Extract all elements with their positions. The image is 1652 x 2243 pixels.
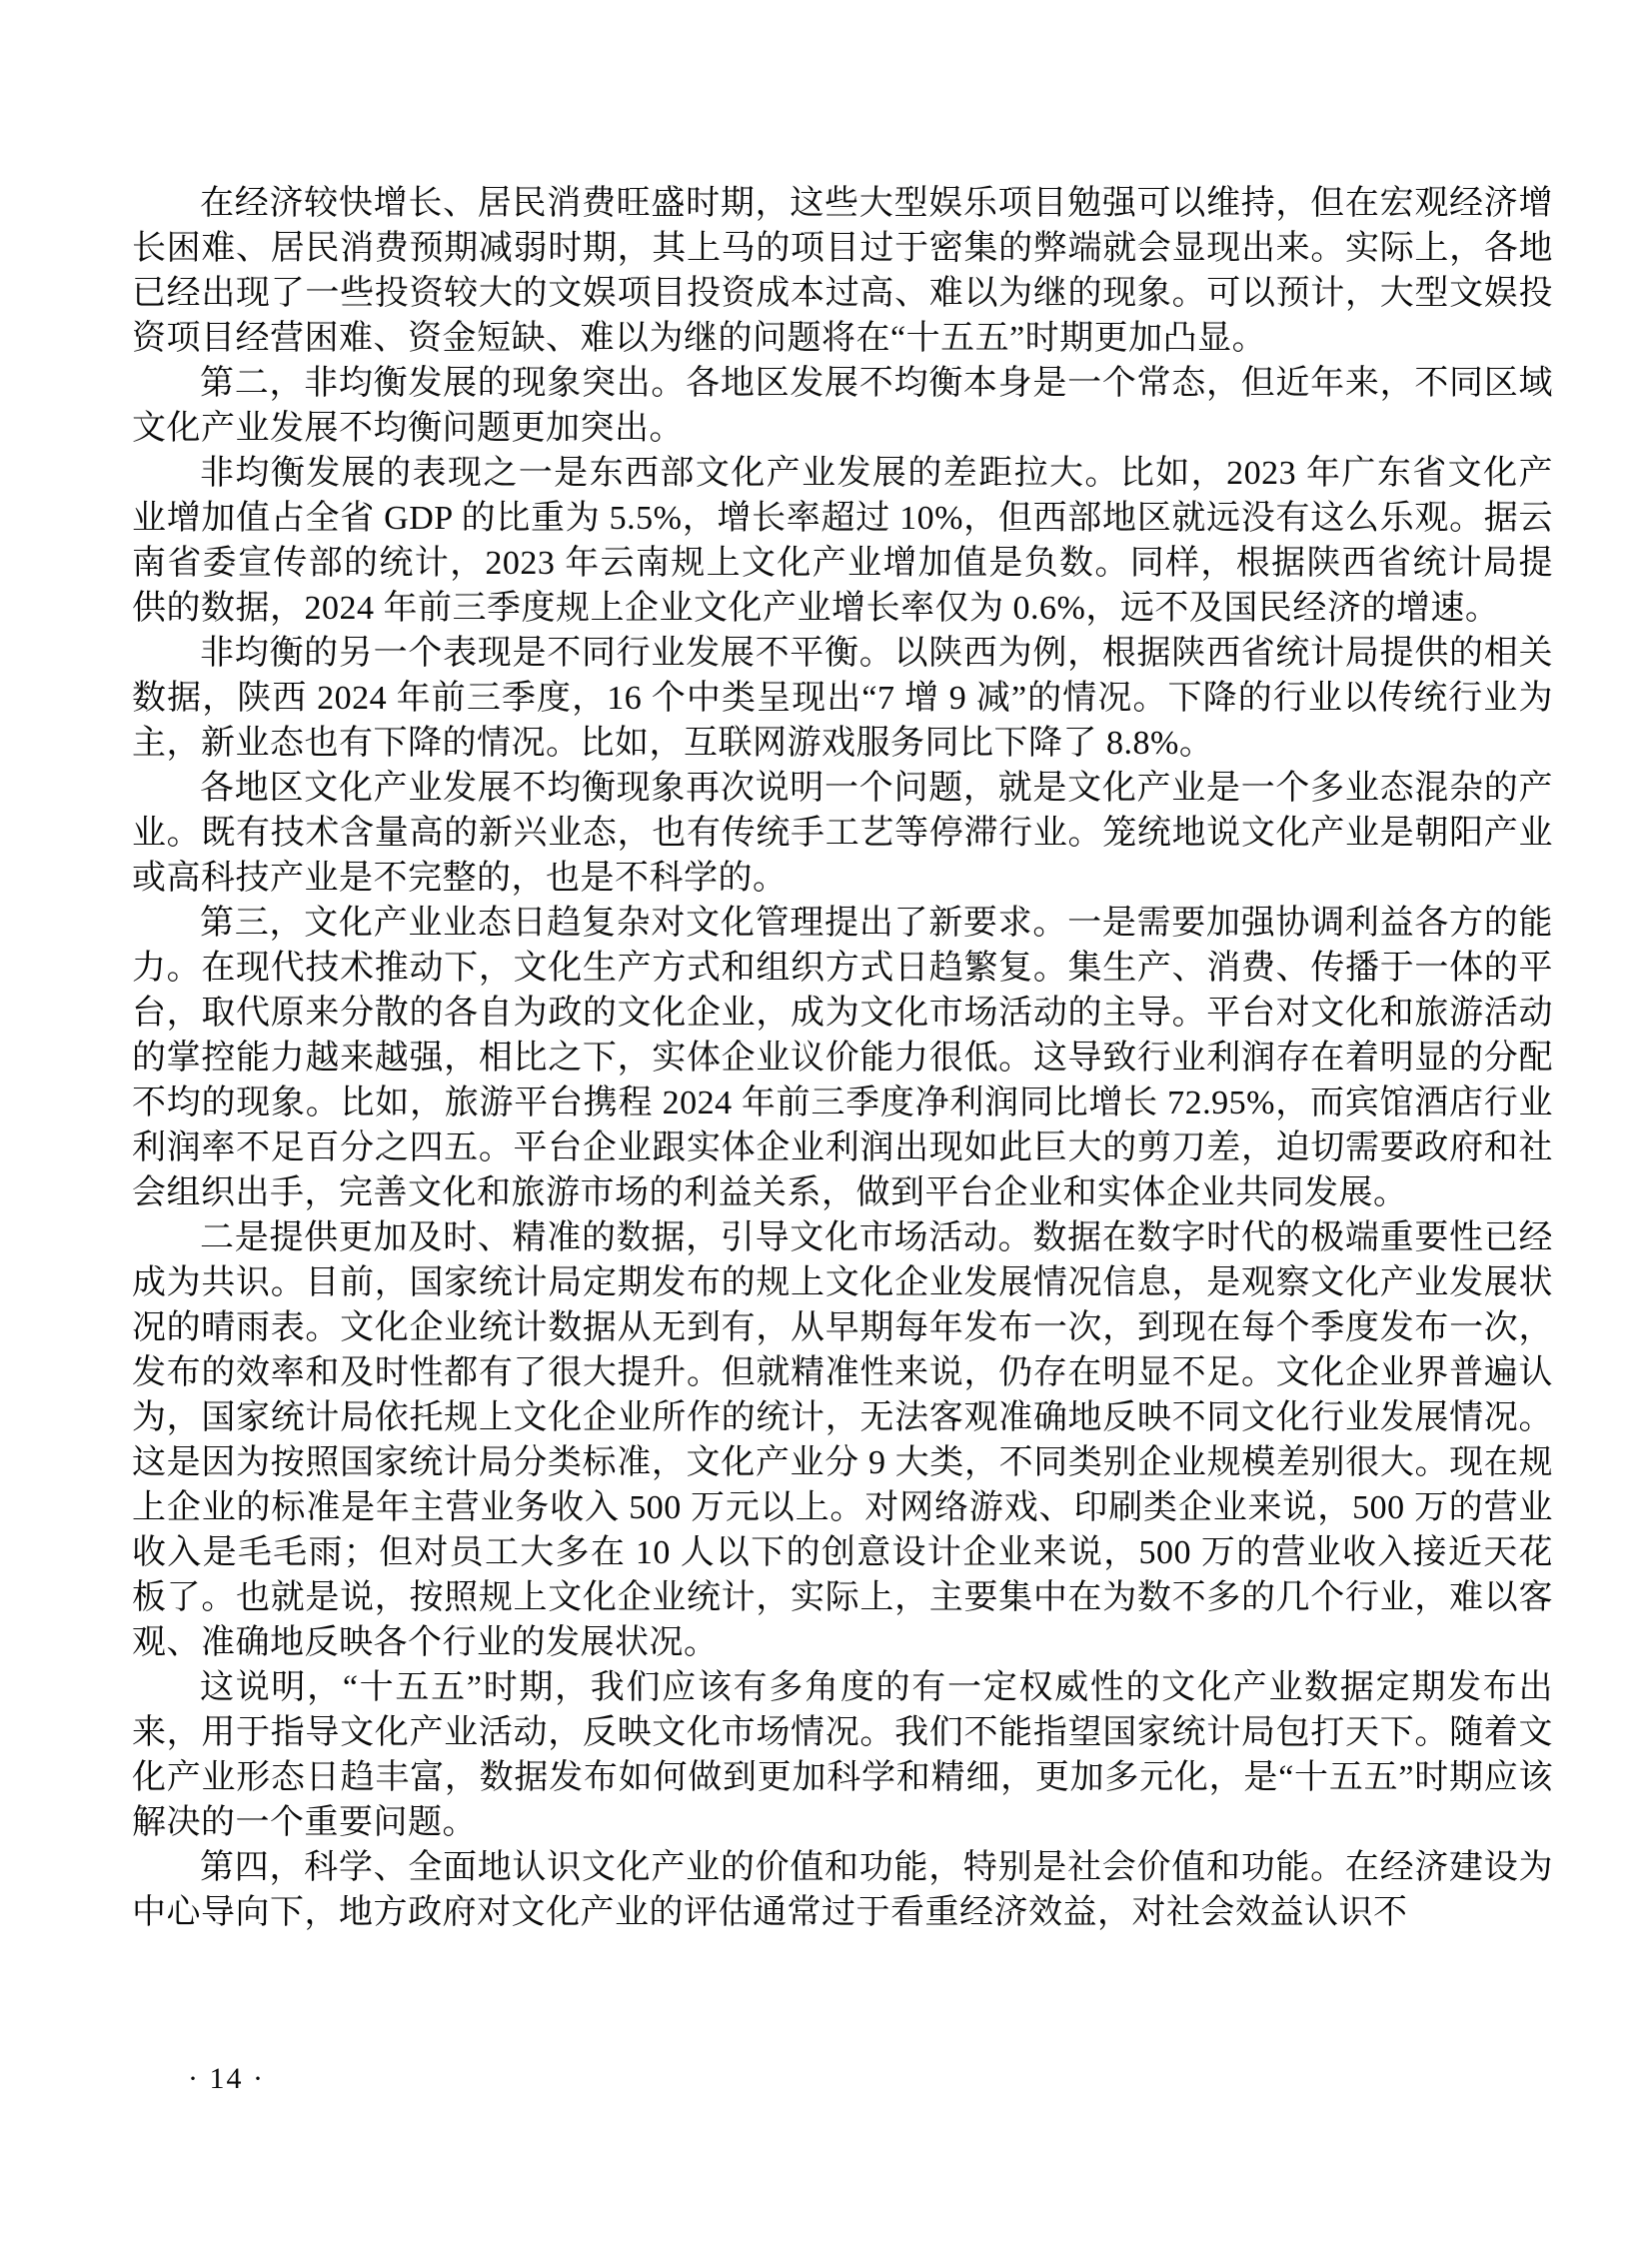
paragraph: 在经济较快增长、居民消费旺盛时期，这些大型娱乐项目勉强可以维持，但在宏观经济增长困难、居民消费预期减弱时期，其上马的项目过于密集的弊端就会显现出来。实际上，各地已经出现了一些投资较大的文娱项目投资成本过高、难以为继的现象。可以预计，大型文娱投资项目经营困难、资金短缺、难以为继的问题将在“十五五”时期更加凸显。 (132, 185, 1553, 357)
paragraph: 第三，文化产业业态日趋复杂对文化管理提出了新要求。一是需要加强协调利益各方的能力。在现代技术推动下，文化生产方式和组织方式日趋繁复。集生产、消费、传播于一体的平台，取代原来分散的各自为政的文化企业，成为文化市场活动的主导。平台对文化和旅游活动的掌控能力越来越强，相比之下，实体企业议价能力很低。这导致行业利润存在着明显的分配不均的现象。比如，旅游平台携程 2024 年前三季度净利润同比增长 72.95%，而宾馆酒店行业利润率不足百分之四五。平台企业跟实体企业利润出现如此巨大的剪刀差，迫切需要政府和社会组织出手，完善文化和旅游市场的利益关系，做到平台企业和实体企业共同发展。 (132, 905, 1553, 1211)
paragraph: 非均衡发展的表现之一是东西部文化产业发展的差距拉大。比如，2023 年广东省文化产业增加值占全省 GDP 的比重为 5.5%，增长率超过 10%，但西部地区就远没有这么乐观。据云南省委宣传部的统计，2023 年云南规上文化产业增加值是负数。同样，根据陕西省统计局提供的数据，2024 年前三季度规上企业文化产业增长率仅为 0.6%，远不及国民经济的增速。 (132, 455, 1553, 627)
paragraph: 二是提供更加及时、精准的数据，引导文化市场活动。数据在数字时代的极端重要性已经成为共识。目前，国家统计局定期发布的规上文化企业发展情况信息，是观察文化产业发展状况的晴雨表。文化企业统计数据从无到有，从早期每年发布一次，到现在每个季度发布一次，发布的效率和及时性都有了很大提升。但就精准性来说，仍存在明显不足。文化企业界普遍认为，国家统计局依托规上文化企业所作的统计，无法客观准确地反映不同文化行业发展情况。这是因为按照国家统计局分类标准，文化产业分 9 大类，不同类别企业规模差别很大。现在规上企业的标准是年主营业务收入 500 万元以上。对网络游戏、印刷类企业来说，500 万的营业收入是毛毛雨；但对员工大多在 10 人以下的创意设计企业来说，500 万的营业收入接近天花板了。也就是说，按照规上文化企业统计，实际上，主要集中在为数不多的几个行业，难以客观、准确地反映各个行业的发展状况。 (132, 1219, 1553, 1661)
paragraph: 第四，科学、全面地认识文化产业的价值和功能，特别是社会价值和功能。在经济建设为中心导向下，地方政府对文化产业的评估通常过于看重经济效益，对社会效益认识不 (132, 1849, 1553, 1931)
page-number: · 14 · (188, 2062, 265, 2095)
paragraph: 第二，非均衡发展的现象突出。各地区发展不均衡本身是一个常态，但近年来，不同区域文化产业发展不均衡问题更加突出。 (132, 365, 1553, 447)
paragraph: 各地区文化产业发展不均衡现象再次说明一个问题，就是文化产业是一个多业态混杂的产业。既有技术含量高的新兴业态，也有传统手工艺等停滞行业。笼统地说文化产业是朝阳产业或高科技产业是不完整的，也是不科学的。 (132, 770, 1553, 897)
text-column (132, 181, 1553, 1935)
paragraph: 这说明，“十五五”时期，我们应该有多角度的有一定权威性的文化产业数据定期发布出来，用于指导文化产业活动，反映文化市场情况。我们不能指望国家统计局包打天下。随着文化产业形态日趋丰富，数据发布如何做到更加科学和精细，更加多元化，是“十五五”时期应该解决的一个重要问题。 (132, 1669, 1553, 1841)
paragraph: 非均衡的另一个表现是不同行业发展不平衡。以陕西为例，根据陕西省统计局提供的相关数据，陕西 2024 年前三季度，16 个中类呈现出“7 增 9 减”的情况。下降的行业以传统行业为主，新业态也有下降的情况。比如，互联网游戏服务同比下降了 8.8%。 (132, 635, 1553, 762)
